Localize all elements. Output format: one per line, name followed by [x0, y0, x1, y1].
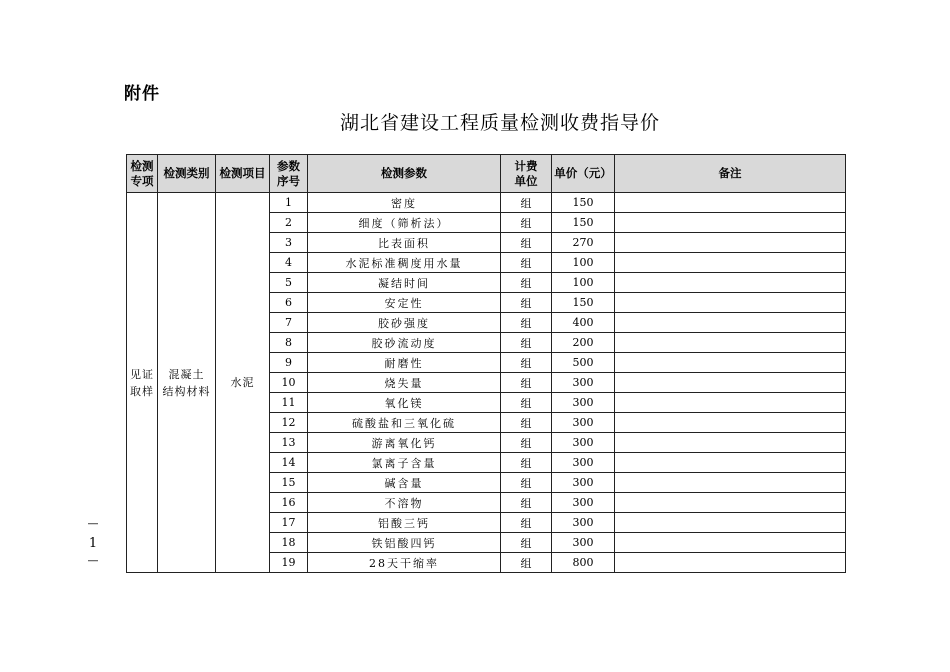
table-row — [127, 193, 846, 213]
cell-seq: 5 — [270, 273, 308, 293]
cell-price: 150 — [552, 293, 615, 313]
header-param: 检测参数 — [308, 155, 501, 193]
cell-price: 300 — [552, 513, 615, 533]
cell-seq: 4 — [270, 253, 308, 273]
cell-unit: 组 — [501, 333, 552, 353]
header-unit: 计费 单位 — [501, 155, 552, 193]
cell-param: 密度 — [308, 193, 501, 213]
cell-param: 胶砂流动度 — [308, 333, 501, 353]
cell-note — [615, 533, 846, 553]
cell-seq: 12 — [270, 413, 308, 433]
cell-note — [615, 393, 846, 413]
cell-price: 400 — [552, 313, 615, 333]
cell-price: 800 — [552, 553, 615, 573]
cell-price: 300 — [552, 453, 615, 473]
page-number: 1 — [88, 536, 98, 551]
cell-param: 水泥标准稠度用水量 — [308, 253, 501, 273]
cell-unit: 组 — [501, 233, 552, 253]
cell-param: 氯离子含量 — [308, 453, 501, 473]
cell-unit: 组 — [501, 533, 552, 553]
cell-note — [615, 513, 846, 533]
cell-note — [615, 373, 846, 393]
cell-param: 比表面积 — [308, 233, 501, 253]
cell-seq: 13 — [270, 433, 308, 453]
cell-param: 耐磨性 — [308, 353, 501, 373]
cell-note — [615, 553, 846, 573]
cell-unit: 组 — [501, 493, 552, 513]
cell-type: 混凝土 结构材料 — [158, 193, 216, 573]
attachment-label: 附件 — [124, 84, 160, 104]
header-item: 检测项目 — [216, 155, 270, 193]
cell-param: 游离氧化钙 — [308, 433, 501, 453]
cell-unit: 组 — [501, 433, 552, 453]
cell-param: 铝酸三钙 — [308, 513, 501, 533]
cell-param: 不溶物 — [308, 493, 501, 513]
cell-price: 300 — [552, 533, 615, 553]
cell-price: 270 — [552, 233, 615, 253]
cell-param: 烧失量 — [308, 373, 501, 393]
cell-seq: 17 — [270, 513, 308, 533]
header-seq: 参数 序号 — [270, 155, 308, 193]
cell-seq: 16 — [270, 493, 308, 513]
cell-seq: 19 — [270, 553, 308, 573]
cell-seq: 10 — [270, 373, 308, 393]
cell-note — [615, 253, 846, 273]
header-note: 备注 — [615, 155, 846, 193]
cell-unit: 组 — [501, 413, 552, 433]
table-body — [127, 193, 846, 573]
cell-price: 300 — [552, 473, 615, 493]
cell-unit: 组 — [501, 213, 552, 233]
cell-param: 碱含量 — [308, 473, 501, 493]
cell-unit: 组 — [501, 453, 552, 473]
cell-unit: 组 — [501, 193, 552, 213]
cell-unit: 组 — [501, 553, 552, 573]
cell-unit: 组 — [501, 313, 552, 333]
cell-note — [615, 473, 846, 493]
cell-price: 500 — [552, 353, 615, 373]
cell-seq: 18 — [270, 533, 308, 553]
cell-price: 150 — [552, 193, 615, 213]
cell-note — [615, 333, 846, 353]
cell-price: 300 — [552, 433, 615, 453]
cell-param: 氧化镁 — [308, 393, 501, 413]
cell-seq: 9 — [270, 353, 308, 373]
cell-param: 安定性 — [308, 293, 501, 313]
cell-price: 100 — [552, 273, 615, 293]
cell-note — [615, 213, 846, 233]
cell-seq: 3 — [270, 233, 308, 253]
cell-seq: 8 — [270, 333, 308, 353]
cell-unit: 组 — [501, 513, 552, 533]
cell-item: 水泥 — [216, 193, 270, 573]
cell-note — [615, 493, 846, 513]
cell-unit: 组 — [501, 293, 552, 313]
header-price: 单价（元） — [552, 155, 615, 193]
cell-note — [615, 273, 846, 293]
cell-param: 胶砂强度 — [308, 313, 501, 333]
cell-seq: 7 — [270, 313, 308, 333]
cell-note — [615, 413, 846, 433]
cell-param: 28天干缩率 — [308, 553, 501, 573]
cell-param: 细度（筛析法） — [308, 213, 501, 233]
cell-price: 300 — [552, 413, 615, 433]
cell-unit: 组 — [501, 273, 552, 293]
cell-unit: 组 — [501, 253, 552, 273]
header-type: 检测类别 — [158, 155, 216, 193]
cell-note — [615, 313, 846, 333]
cell-seq: 1 — [270, 193, 308, 213]
page-dash-top: — — [87, 517, 99, 530]
fee-table — [126, 154, 846, 573]
cell-note — [615, 453, 846, 473]
cell-seq: 6 — [270, 293, 308, 313]
cell-param: 凝结时间 — [308, 273, 501, 293]
header-category: 检测 专项 — [127, 155, 158, 193]
cell-unit: 组 — [501, 353, 552, 373]
cell-price: 200 — [552, 333, 615, 353]
cell-seq: 11 — [270, 393, 308, 413]
cell-note — [615, 293, 846, 313]
cell-price: 300 — [552, 393, 615, 413]
cell-note — [615, 433, 846, 453]
cell-price: 100 — [552, 253, 615, 273]
page-dash-bottom: — — [87, 554, 99, 567]
cell-unit: 组 — [501, 373, 552, 393]
document-title: 湖北省建设工程质量检测收费指导价 — [339, 112, 660, 134]
cell-seq: 15 — [270, 473, 308, 493]
cell-price: 150 — [552, 213, 615, 233]
cell-note — [615, 353, 846, 373]
cell-price: 300 — [552, 373, 615, 393]
cell-category: 见证 取样 — [127, 193, 158, 573]
cell-param: 铁铝酸四钙 — [308, 533, 501, 553]
cell-unit: 组 — [501, 393, 552, 413]
cell-unit: 组 — [501, 473, 552, 493]
cell-note — [615, 193, 846, 213]
cell-param: 硫酸盐和三氧化硫 — [308, 413, 501, 433]
cell-seq: 14 — [270, 453, 308, 473]
cell-note — [615, 233, 846, 253]
cell-seq: 2 — [270, 213, 308, 233]
table-header-row — [127, 155, 846, 193]
cell-price: 300 — [552, 493, 615, 513]
